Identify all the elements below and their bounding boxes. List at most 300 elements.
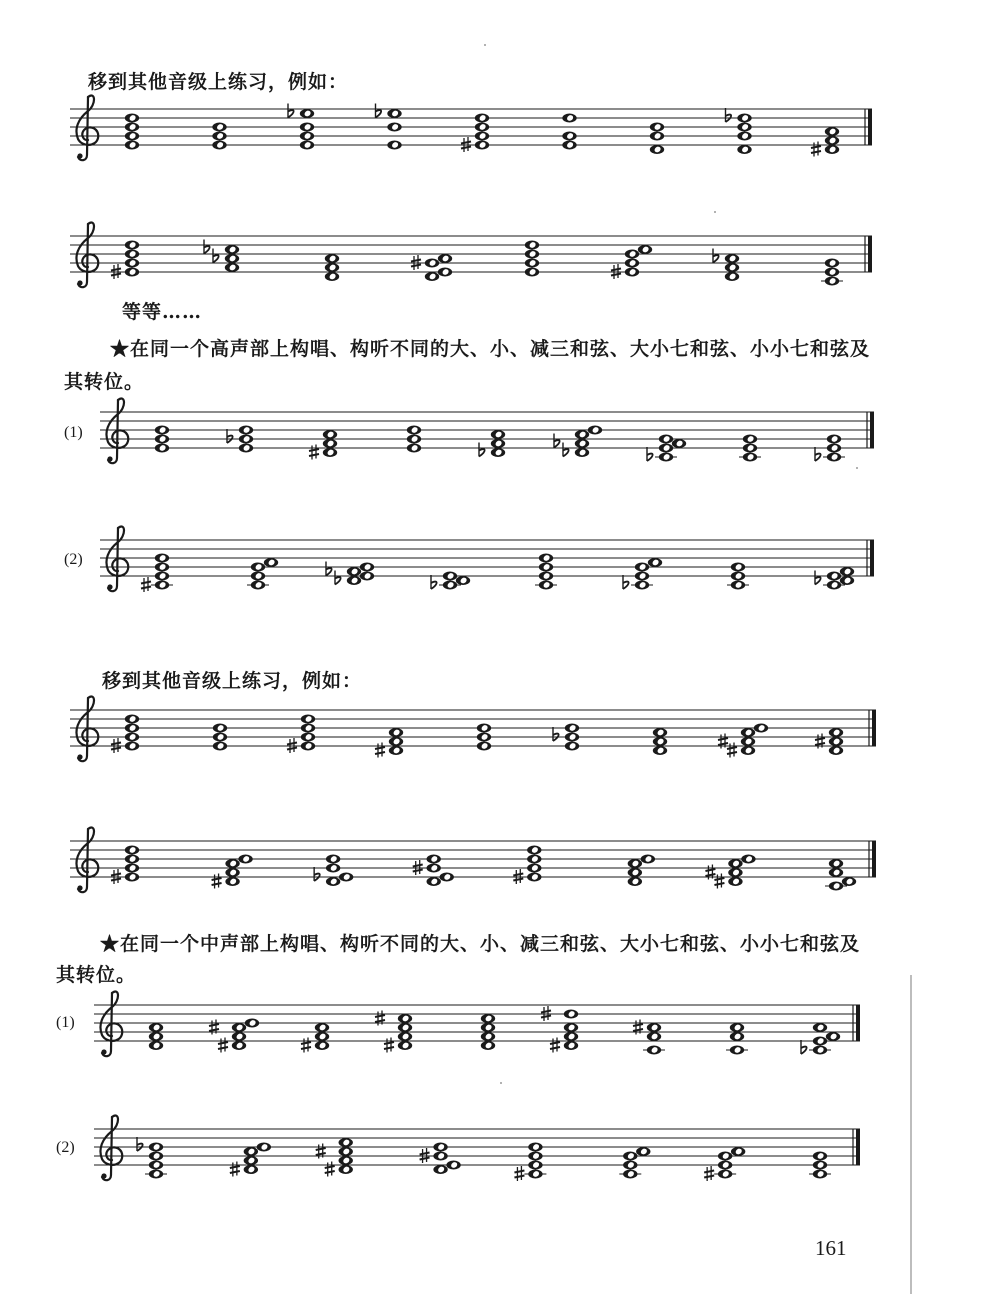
- whole-note: [212, 123, 226, 132]
- flat-icon: [479, 443, 485, 457]
- whole-note: [425, 259, 439, 268]
- chord: [477, 724, 491, 751]
- whole-note: [659, 444, 673, 453]
- whole-note: [842, 877, 856, 886]
- whole-note: [825, 127, 839, 136]
- whole-note: [539, 554, 553, 563]
- whole-note: [389, 746, 403, 755]
- chord: [212, 855, 253, 889]
- whole-note: [398, 1032, 412, 1041]
- sharp-icon: [461, 137, 471, 152]
- flat-icon: [335, 571, 341, 585]
- whole-note: [741, 737, 755, 746]
- chord: [213, 724, 227, 751]
- whole-note: [827, 581, 841, 590]
- whole-note: [565, 733, 579, 742]
- whole-note: [238, 855, 252, 864]
- whole-note: [438, 254, 452, 263]
- sharp-icon: [727, 743, 737, 758]
- whole-note: [225, 245, 239, 254]
- whole-note: [829, 859, 843, 868]
- whole-note: [301, 724, 315, 733]
- flat-icon: [726, 108, 732, 122]
- sharp-icon: [718, 734, 728, 749]
- treble-clef-icon: [76, 223, 98, 288]
- sharp-icon: [633, 1020, 643, 1035]
- treble-clef-icon: [76, 96, 98, 161]
- whole-note: [326, 864, 340, 873]
- whole-note: [588, 426, 602, 435]
- whole-note: [347, 576, 361, 585]
- sharp-icon: [611, 264, 621, 279]
- whole-note: [628, 877, 642, 886]
- whole-note: [387, 123, 401, 132]
- whole-note: [339, 1147, 353, 1156]
- sharp-icon: [218, 1038, 228, 1053]
- flat-icon: [647, 447, 653, 461]
- whole-note: [213, 742, 227, 751]
- whole-note: [239, 435, 253, 444]
- whole-note: [339, 1138, 353, 1147]
- whole-note: [315, 1023, 329, 1032]
- whole-note: [628, 868, 642, 877]
- whole-note: [475, 114, 489, 123]
- whole-note: [562, 132, 576, 141]
- sharp-icon: [301, 1038, 311, 1053]
- whole-note: [347, 567, 361, 576]
- flat-icon: [713, 249, 719, 263]
- chord: [287, 715, 315, 754]
- whole-note: [829, 737, 843, 746]
- whole-note: [427, 855, 441, 864]
- whole-note: [650, 123, 664, 132]
- whole-note: [528, 1161, 542, 1170]
- whole-note: [443, 581, 457, 590]
- treble-clef-icon: [76, 828, 98, 893]
- whole-note: [653, 737, 667, 746]
- flat-icon: [801, 1040, 807, 1054]
- whole-note: [477, 733, 491, 742]
- scan-speck: [714, 211, 716, 213]
- whole-note: [527, 873, 541, 882]
- flat-icon: [376, 104, 382, 118]
- instruction-middle-voice-line2: 其转位。: [56, 964, 137, 986]
- whole-note: [245, 1019, 259, 1028]
- whole-note: [527, 864, 541, 873]
- sharp-icon: [325, 1162, 335, 1177]
- whole-note: [525, 241, 539, 250]
- whole-note: [360, 572, 374, 581]
- whole-note: [125, 141, 139, 150]
- whole-note: [155, 435, 169, 444]
- flat-icon: [815, 571, 821, 585]
- whole-note: [825, 277, 839, 286]
- whole-note: [225, 868, 239, 877]
- chord: [420, 1143, 461, 1175]
- chord: [326, 562, 374, 586]
- whole-note: [149, 1152, 163, 1161]
- chord: [149, 1023, 163, 1050]
- whole-note: [398, 1014, 412, 1023]
- whole-note: [125, 846, 139, 855]
- whole-note: [315, 1041, 329, 1050]
- instruction-transpose-1: 移到其他音级上练习，例如：: [88, 71, 349, 93]
- whole-note: [427, 877, 441, 886]
- sharp-icon: [375, 1011, 385, 1026]
- whole-note: [481, 1023, 495, 1032]
- whole-note: [725, 254, 739, 263]
- chord: [513, 846, 541, 885]
- whole-note: [623, 1152, 637, 1161]
- chord: [628, 855, 655, 887]
- whole-note: [325, 272, 339, 281]
- whole-note: [491, 448, 505, 457]
- chord: [811, 127, 839, 157]
- whole-note: [301, 742, 315, 751]
- treble-clef-icon: [106, 399, 128, 464]
- chord: [137, 1137, 167, 1179]
- scan-speck: [484, 44, 486, 46]
- whole-note: [840, 567, 854, 576]
- whole-note: [125, 123, 139, 132]
- whole-note: [825, 259, 839, 268]
- whole-note: [456, 576, 470, 585]
- whole-note: [628, 859, 642, 868]
- scan-speck: [856, 467, 858, 469]
- whole-note: [315, 1032, 329, 1041]
- chord: [316, 1138, 353, 1177]
- sharp-icon: [541, 1006, 551, 1021]
- whole-note: [425, 272, 439, 281]
- whole-note: [826, 1032, 840, 1041]
- chord: [309, 430, 337, 460]
- whole-note: [743, 435, 757, 444]
- whole-note: [301, 715, 315, 724]
- whole-note: [387, 109, 401, 118]
- sharp-icon: [420, 1148, 430, 1163]
- flat-icon: [204, 240, 210, 254]
- whole-note: [647, 1032, 661, 1041]
- whole-note: [730, 1032, 744, 1041]
- whole-note: [827, 572, 841, 581]
- whole-note: [718, 1170, 732, 1179]
- chord: [815, 435, 845, 462]
- whole-note: [731, 581, 745, 590]
- whole-note: [433, 1152, 447, 1161]
- whole-note: [648, 558, 662, 567]
- chord: [619, 1147, 650, 1179]
- whole-note: [653, 746, 667, 755]
- whole-note: [728, 877, 742, 886]
- chord: [647, 435, 686, 462]
- chord: [111, 241, 139, 280]
- final-barline: [856, 1129, 860, 1165]
- chord: [247, 558, 278, 590]
- whole-note: [398, 1023, 412, 1032]
- whole-note: [225, 877, 239, 886]
- whole-note: [527, 846, 541, 855]
- whole-note: [731, 1147, 745, 1156]
- chord: [553, 724, 579, 751]
- whole-note: [491, 439, 505, 448]
- whole-note: [155, 554, 169, 563]
- sharp-icon: [141, 577, 151, 592]
- scan-speck: [500, 1082, 502, 1084]
- whole-note: [731, 572, 745, 581]
- whole-note: [638, 245, 652, 254]
- chord: [413, 855, 454, 887]
- chord: [204, 240, 239, 273]
- whole-note: [225, 859, 239, 868]
- sharp-icon: [705, 865, 715, 880]
- whole-note: [149, 1143, 163, 1152]
- whole-note: [125, 268, 139, 277]
- final-barline: [868, 109, 872, 145]
- whole-note: [840, 576, 854, 585]
- whole-note: [481, 1041, 495, 1050]
- sharp-icon: [384, 1038, 394, 1053]
- whole-note: [149, 1023, 163, 1032]
- chord: [815, 567, 854, 590]
- whole-note: [528, 1152, 542, 1161]
- chord: [411, 254, 452, 281]
- sharp-icon: [413, 860, 423, 875]
- whole-note: [212, 132, 226, 141]
- whole-note: [232, 1041, 246, 1050]
- whole-note: [125, 855, 139, 864]
- whole-note: [300, 132, 314, 141]
- final-barline: [870, 412, 874, 448]
- whole-note: [647, 1023, 661, 1032]
- final-barline: [872, 710, 876, 746]
- whole-note: [564, 1032, 578, 1041]
- instruction-transpose-2: 移到其他音级上练习，例如：: [102, 670, 363, 692]
- whole-note: [125, 132, 139, 141]
- whole-note: [659, 453, 673, 462]
- chord: [461, 114, 489, 153]
- whole-note: [477, 724, 491, 733]
- whole-note: [825, 145, 839, 154]
- flat-icon: [326, 562, 332, 576]
- whole-note: [525, 268, 539, 277]
- whole-note: [125, 864, 139, 873]
- whole-note: [737, 145, 751, 154]
- whole-note: [653, 728, 667, 737]
- sharp-icon: [111, 264, 121, 279]
- whole-note: [718, 1152, 732, 1161]
- whole-note: [149, 1161, 163, 1170]
- whole-note: [446, 1161, 460, 1170]
- whole-note: [564, 1041, 578, 1050]
- whole-note: [528, 1143, 542, 1152]
- whole-note: [730, 1046, 744, 1055]
- whole-note: [125, 873, 139, 882]
- whole-note: [477, 742, 491, 751]
- whole-note: [647, 1046, 661, 1055]
- chord: [209, 1019, 259, 1053]
- treble-clef-icon: [76, 697, 98, 762]
- chord: [376, 104, 402, 150]
- whole-note: [625, 250, 639, 259]
- whole-note: [239, 426, 253, 435]
- whole-note: [827, 444, 841, 453]
- whole-note: [300, 123, 314, 132]
- whole-note: [323, 430, 337, 439]
- sharp-icon: [375, 743, 385, 758]
- whole-note: [427, 864, 441, 873]
- whole-note: [827, 453, 841, 462]
- sharp-icon: [714, 874, 724, 889]
- whole-note: [754, 724, 768, 733]
- whole-note: [301, 733, 315, 742]
- chord: [739, 435, 761, 462]
- whole-note: [650, 145, 664, 154]
- whole-note: [323, 448, 337, 457]
- chord: [815, 728, 843, 755]
- whole-note: [398, 1041, 412, 1050]
- whole-note: [481, 1014, 495, 1023]
- chord: [481, 1014, 495, 1050]
- whole-note: [438, 268, 452, 277]
- whole-note: [125, 259, 139, 268]
- whole-note: [564, 1010, 578, 1019]
- whole-note: [300, 141, 314, 150]
- whole-note: [475, 123, 489, 132]
- chord: [713, 249, 739, 282]
- whole-note: [481, 1032, 495, 1041]
- flat-icon: [137, 1137, 143, 1151]
- whole-note: [827, 435, 841, 444]
- whole-note: [232, 1032, 246, 1041]
- whole-note: [239, 444, 253, 453]
- whole-note: [672, 439, 686, 448]
- whole-note: [636, 1147, 650, 1156]
- whole-note: [829, 882, 843, 891]
- whole-note: [326, 855, 340, 864]
- exercise-label-4: (2): [56, 1139, 75, 1156]
- whole-note: [564, 1023, 578, 1032]
- treble-clef-icon: [106, 527, 128, 592]
- whole-note: [244, 1165, 258, 1174]
- flat-icon: [553, 727, 559, 741]
- chord: [653, 728, 667, 755]
- chord: [825, 859, 856, 891]
- whole-note: [625, 259, 639, 268]
- whole-note: [737, 114, 751, 123]
- whole-note: [149, 1041, 163, 1050]
- chord: [718, 724, 768, 758]
- chord: [562, 114, 576, 150]
- whole-note: [728, 859, 742, 868]
- sharp-icon: [550, 1038, 560, 1053]
- chord: [288, 104, 314, 150]
- whole-note: [743, 453, 757, 462]
- whole-note: [491, 430, 505, 439]
- whole-note: [389, 737, 403, 746]
- whole-note: [155, 572, 169, 581]
- chord: [726, 1023, 748, 1055]
- final-barline: [868, 236, 872, 272]
- whole-note: [125, 715, 139, 724]
- whole-note: [360, 563, 374, 572]
- whole-note: [539, 572, 553, 581]
- chord: [141, 554, 173, 593]
- page-number: 161: [815, 1236, 847, 1260]
- sharp-icon: [811, 142, 821, 157]
- whole-note: [527, 855, 541, 864]
- sharp-icon: [287, 738, 297, 753]
- whole-note: [433, 1143, 447, 1152]
- whole-note: [389, 728, 403, 737]
- sharp-icon: [514, 1166, 524, 1181]
- whole-note: [251, 581, 265, 590]
- whole-note: [155, 444, 169, 453]
- whole-note: [325, 254, 339, 263]
- whole-note: [407, 426, 421, 435]
- whole-note: [575, 430, 589, 439]
- chord: [155, 426, 169, 453]
- whole-note: [635, 572, 649, 581]
- chord: [727, 563, 749, 590]
- whole-note: [718, 1161, 732, 1170]
- whole-note: [623, 1170, 637, 1179]
- chord: [705, 855, 755, 889]
- whole-note: [539, 563, 553, 572]
- chord: [726, 108, 752, 154]
- whole-note: [743, 444, 757, 453]
- whole-note: [325, 263, 339, 272]
- whole-note: [635, 581, 649, 590]
- exercise-label-1: (1): [64, 424, 83, 441]
- whole-note: [813, 1046, 827, 1055]
- instruction-upper-voice-line1: ★在同一个高声部上构唱、构听不同的大、小、减三和弦、大小七和弦、小小七和弦及: [110, 338, 871, 360]
- whole-note: [407, 435, 421, 444]
- chord: [554, 426, 602, 458]
- whole-note: [155, 581, 169, 590]
- sharp-icon: [230, 1162, 240, 1177]
- instruction-upper-voice-line2: 其转位。: [64, 371, 145, 393]
- whole-note: [741, 855, 755, 864]
- chord: [650, 123, 664, 155]
- whole-note: [125, 250, 139, 259]
- whole-note: [659, 435, 673, 444]
- sharp-icon: [704, 1166, 714, 1181]
- chord: [375, 1011, 412, 1053]
- whole-note: [725, 263, 739, 272]
- whole-note: [730, 1023, 744, 1032]
- chord: [212, 123, 226, 150]
- chord: [314, 855, 353, 887]
- whole-note: [737, 123, 751, 132]
- treble-clef-icon: [100, 992, 122, 1057]
- flat-icon: [288, 104, 294, 118]
- whole-note: [813, 1037, 827, 1046]
- chord: [801, 1023, 840, 1055]
- whole-note: [829, 728, 843, 737]
- whole-note: [575, 448, 589, 457]
- whole-note: [525, 250, 539, 259]
- whole-note: [562, 141, 576, 150]
- whole-note: [125, 733, 139, 742]
- whole-note: [575, 439, 589, 448]
- whole-note: [244, 1156, 258, 1165]
- whole-note: [741, 746, 755, 755]
- sharp-icon: [111, 869, 121, 884]
- whole-note: [825, 268, 839, 277]
- whole-note: [339, 1165, 353, 1174]
- instruction-middle-voice-line1: ★在同一个中声部上构唱、构听不同的大、小、减三和弦、大小七和弦、小小七和弦及: [100, 933, 861, 955]
- flat-icon: [227, 429, 233, 443]
